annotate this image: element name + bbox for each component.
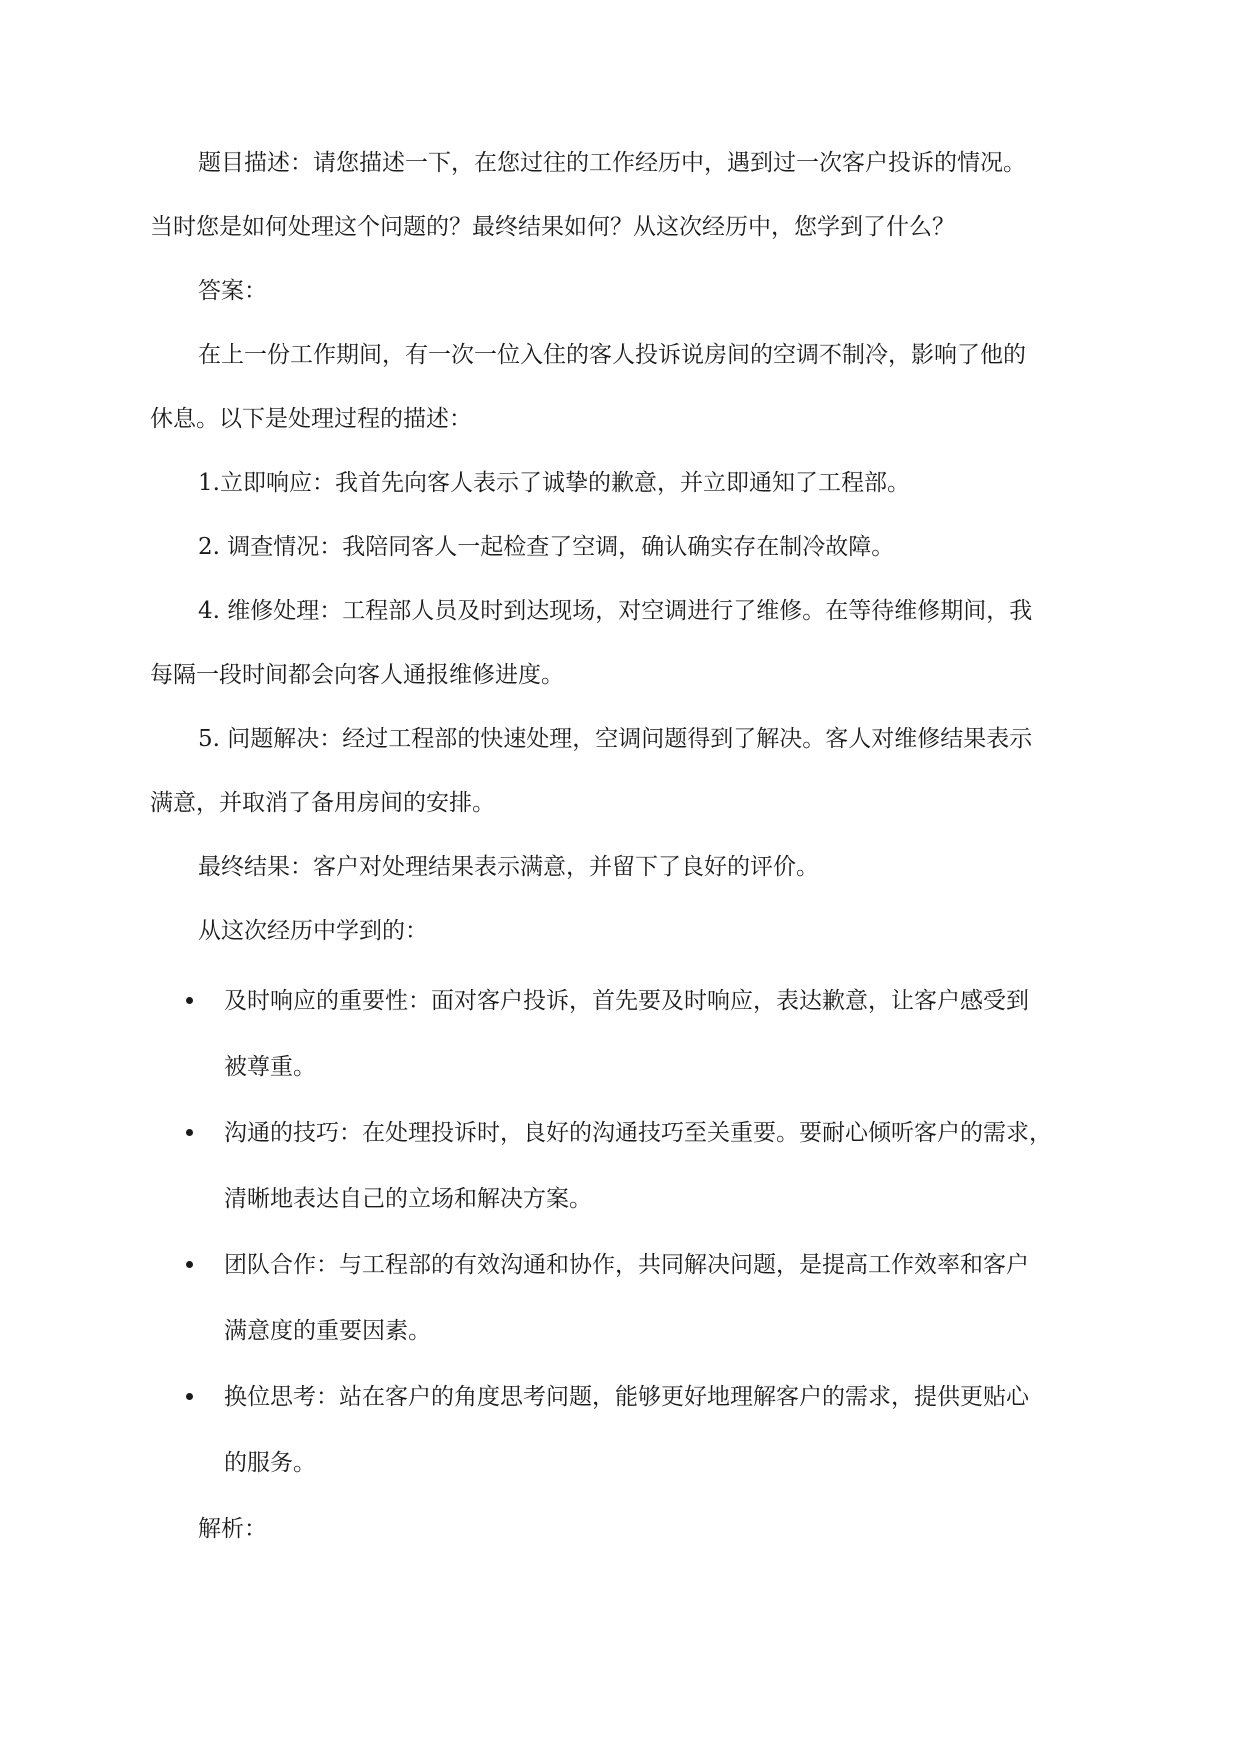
lessons-heading: 从这次经历中学到的： — [198, 918, 428, 944]
question-line-1: 题目描述：请您描述一下，在您过往的工作经历中，遇到过一次客户投诉的情况。 — [198, 150, 1026, 176]
answer-heading: 答案： — [198, 278, 267, 304]
lesson-4-line-2: 的服务。 — [224, 1450, 316, 1476]
bullet-icon — [186, 1393, 193, 1400]
lesson-3-line-2: 满意度的重要因素。 — [224, 1318, 431, 1344]
lesson-3-line-1: 团队合作：与工程部的有效沟通和协作，共同解决问题，是提高工作效率和客户 — [224, 1252, 1029, 1278]
lesson-1-line-1: 及时响应的重要性：面对客户投诉，首先要及时响应，表达歉意，让客户感受到 — [224, 988, 1029, 1014]
lesson-4-line-1: 换位思考：站在客户的角度思考问题，能够更好地理解客户的需求，提供更贴心 — [224, 1384, 1029, 1410]
final-result: 最终结果：客户对处理结果表示满意，并留下了良好的评价。 — [198, 854, 819, 880]
question-line-2: 当时您是如何处理这个问题的？最终结果如何？从这次经历中，您学到了什么？ — [150, 214, 955, 240]
lesson-2-line-1: 沟通的技巧：在处理投诉时，良好的沟通技巧至关重要。要耐心倾听客户的需求， — [224, 1120, 1052, 1146]
bullet-icon — [186, 1129, 193, 1136]
bullet-icon — [186, 997, 193, 1004]
analysis-heading: 解析： — [198, 1516, 267, 1542]
lesson-1-line-2: 被尊重。 — [224, 1054, 316, 1080]
lesson-2-line-2: 清晰地表达自己的立场和解决方案。 — [224, 1186, 592, 1212]
step-4-line-1: 4. 维修处理：工程部人员及时到达现场，对空调进行了维修。在等待维修期间，我 — [198, 598, 1033, 624]
step-5-line-2: 满意，并取消了备用房间的安排。 — [150, 790, 495, 816]
step-4-line-2: 每隔一段时间都会向客人通报维修进度。 — [150, 662, 564, 688]
intro-line-2: 休息。以下是处理过程的描述： — [150, 406, 472, 432]
step-1: 1.立即响应：我首先向客人表示了诚挚的歉意，并立即通知了工程部。 — [198, 470, 910, 496]
intro-line-1: 在上一份工作期间，有一次一位入住的客人投诉说房间的空调不制冷，影响了他的 — [198, 342, 1026, 368]
bullet-icon — [186, 1261, 193, 1268]
step-5-line-1: 5. 问题解决：经过工程部的快速处理，空调问题得到了解决。客人对维修结果表示 — [198, 726, 1033, 752]
step-2: 2. 调查情况：我陪同客人一起检查了空调，确认确实存在制冷故障。 — [198, 534, 895, 560]
